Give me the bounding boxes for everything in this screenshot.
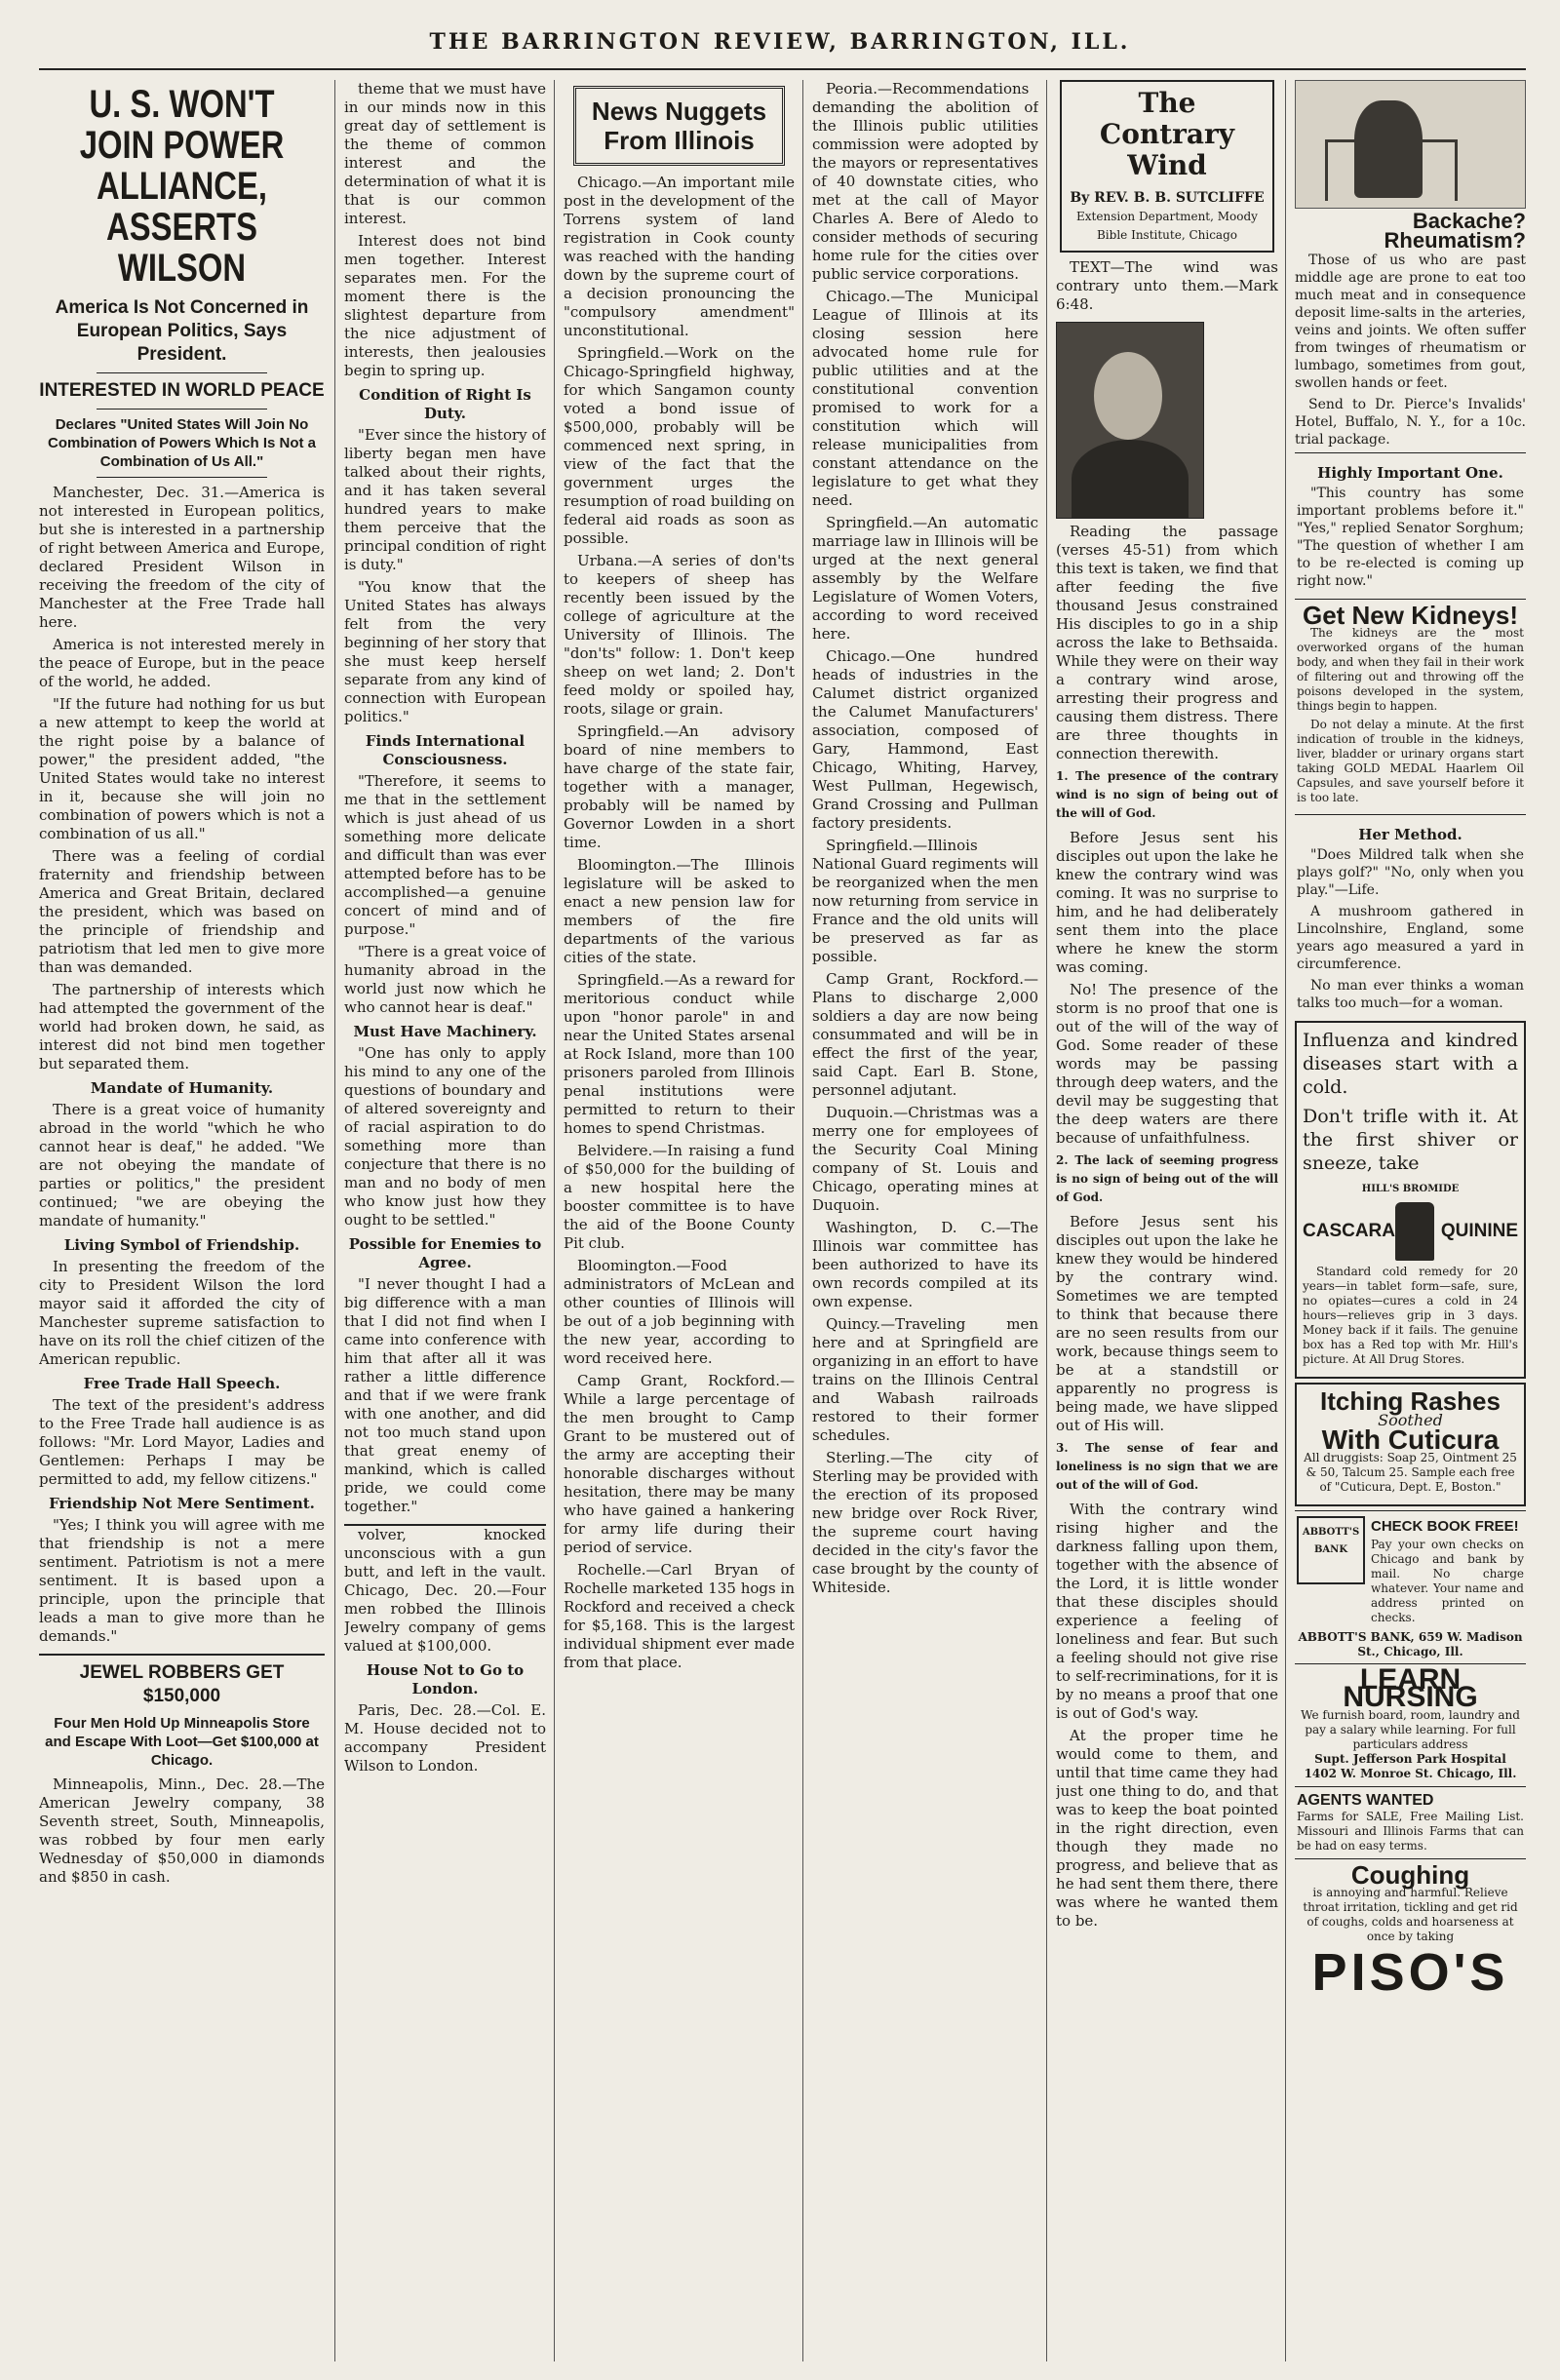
sermon-paragraph: Before Jesus sent his disciples out upon the lake he knew the contrary wind was coming. It was no surprise to him, and he had deliberately sent them into the place where he knew the storm was coming. <box>1056 829 1278 976</box>
news-item: Peoria.—Recommendations demanding the abolition of the Illinois public utilities commission were adopted by the mayors or representatives of 40 downstate cities, who met at the call of Mayor Charles A. Bere of Aledo to consider methods of securing home rule for the cities over public service corporations. <box>812 80 1038 283</box>
ad-headline: CHECK BOOK FREE! <box>1371 1518 1519 1535</box>
news-item: Bloomington.—The Illinois legislature will be asked to enact a new pension law for members of the fire departments of the various cities of the state. <box>564 856 795 966</box>
news-item: Camp Grant, Rockford.—While a large percentage of the men brought to Camp Grant to be mustered out of the army are accepting their honorable discharges without hesitation, there may be many who have gained a hankering for army life during their period of service. <box>564 1372 795 1556</box>
ad-headline: Get New Kidneys! <box>1302 601 1519 630</box>
column-4 <box>812 80 1038 2361</box>
article-paragraph: volver, knocked unconscious with a gun butt, and left in the vault. Chicago, Dec. 20.—Four men robbed the Illinois Jewelry company of gems valued at $100,000. <box>344 1526 546 1655</box>
article-paragraph: Manchester, Dec. 31.—America is not interested in European politics, but she is interested in a partnership of right between America and Europe, declared President Wilson in receiving the freedom of the city of Manchester at the Free Trade hall here. <box>39 484 325 631</box>
cascara-quinine-ad <box>1295 1021 1526 1379</box>
news-item: Springfield.—Illinois National Guard regiments will be reorganized when the men now returning from service in France and the old units will be preserved as far as possible. <box>812 837 1038 965</box>
sermon-paragraph: Reading the passage (verses 45-51) from which this text is taken, we find that after feeding the five thousand Jesus constrained His disciples to go in a ship across the lake to Bethsaida. While they were on their way a contrary wind arose, arresting their progress and causing them distress. There are three thoughts in connection therewith. <box>1056 523 1278 762</box>
author-portrait <box>1056 322 1204 519</box>
news-nuggets-header: News Nuggets From Illinois <box>573 86 785 166</box>
subheading: Possible for Enemies to Agree. <box>348 1235 542 1271</box>
sermon-title: The Contrary Wind <box>1099 87 1235 181</box>
news-item: Sterling.—The city of Sterling may be provided with the erection of its proposed new bridge over Rock River, the supreme court having decided in the city's favor the case brought by the county of Whiteside. <box>812 1449 1038 1596</box>
article-paragraph: "Ever since the history of liberty began men have talked about their rights, and it has taken several hundred years to make them perceive that the principal condition of right is duty." <box>344 426 546 573</box>
ad-headline: AGENTS WANTED <box>1297 1792 1434 1809</box>
news-item: Springfield.—As a reward for meritorious conduct while upon "honor parole" in and near the United States arsenal at Rock Island, more than 100 prisoners paroled from Illinois penal institutions were permitted to return to their homes to spend Christmas. <box>564 971 795 1137</box>
subheading: Friendship Not Mere Sentiment. <box>49 1495 315 1512</box>
subheading: Finds International Consciousness. <box>365 732 526 768</box>
news-item: Camp Grant, Rockford.—Plans to discharge 2,000 soldiers a day are now being consummated and will be in effect the first of the year, said Capt. Earl B. Stone, personnel adjutant. <box>812 970 1038 1099</box>
sermon-byline: By REV. B. B. SUTCLIFFE <box>1070 190 1265 206</box>
column-5 <box>1056 80 1278 2361</box>
portrait-coat <box>1072 440 1189 518</box>
subheading: Free Trade Hall Speech. <box>83 1375 281 1392</box>
article-paragraph: The partnership of interests which had attempted the government of the world had broken down, he said, as interest did not bind men together but separated them. <box>39 981 325 1073</box>
article-paragraph: There was a feeling of cordial fraternity and friendship between America and Great Britain, declared the president, which was based on the principle of friendship and patriotism that led men to give more than was demanded. <box>39 847 325 976</box>
ad-text: Influenza and kindred diseases start with a cold. <box>1303 1030 1518 1098</box>
news-item: Duquoin.—Christmas was a merry one for employees of the Security Coal Mining company of St. Louis and Chicago, operating mines at Duquoin. <box>812 1104 1038 1214</box>
divider <box>97 477 268 478</box>
news-item: Chicago.—One hundred heads of industries in the Calumet district organized the Calumet Manufacturers' association, composed of Gary, Hammond, East Chicago, Whiting, Harvey, West Pullman, Hegewisch, Grand Crossing and Pullman factory presidents. <box>812 647 1038 832</box>
portrait-seal-icon <box>1395 1202 1434 1261</box>
article-paragraph: "There is a great voice of humanity abroad in the world just now which he who cannot hear is deaf." <box>344 943 546 1016</box>
news-item: Chicago.—An important mile post in the development of the Torrens system of land registration in Cook county was reached with the handing down by the supreme court of a decision pronouncing the "compulsory amendment" unconstitutional. <box>564 174 795 339</box>
column-rule <box>1285 80 1286 2361</box>
nursing-ad <box>1295 1663 1526 1786</box>
subheading: Condition of Right Is Duty. <box>359 386 531 422</box>
sermon-text: TEXT—The wind was contrary unto them.—Mark 6:48. <box>1056 258 1278 313</box>
ad-headline: Itching Rashes <box>1320 1386 1501 1416</box>
ad-headline: Rheumatism? <box>1384 228 1526 253</box>
sermon-paragraph: No! The presence of the storm is no proof that one is out of the will of the way of God. Some reader of these words may be passing through deep waters, and the devil may be suggesting that the deep waters are there because of unfaithfulness. <box>1056 981 1278 1147</box>
column-rule <box>802 80 803 2361</box>
cascara-brand-row <box>1303 1202 1518 1261</box>
divider <box>39 1654 325 1656</box>
article-paragraph: "If the future had nothing for us but a new attempt to keep the world at the right poise by a balance of power," the president added, "the United States would take no interest in it, because she will join no combination of powers which is not a combination of us all." <box>39 695 325 842</box>
ad-text: Send to Dr. Pierce's Invalids' Hotel, Buffalo, N. Y., for a 10c. trial package. <box>1295 397 1526 448</box>
article-paragraph: Paris, Dec. 28.—Col. E. M. House decided not to accompany President Wilson to London. <box>344 1701 546 1775</box>
ad-text: A mushroom gathered in Lincolnshire, England, some years ago measured a yard in circumference. <box>1297 904 1524 972</box>
ad-text: Do not delay a minute. At the first indication of trouble in the kidneys, liver, bladder or urinary organs start taking GOLD MEDAL Haarlem Oil Capsules, and save yourself before it is too late. <box>1297 718 1524 804</box>
ad-address: Supt. Jefferson Park Hospital 1402 W. Monroe St. Chicago, Ill. <box>1304 1752 1517 1780</box>
main-headline: U. S. WON'T JOIN POWER ALLIANCE, ASSERTS WILSON <box>79 83 285 290</box>
ad-headline: With Cuticura <box>1321 1424 1500 1455</box>
news-item: Springfield.—An automatic marriage law in Illinois will be urged at the next general assembly by the Welfare Legislature of Women Voters, according to word received here. <box>812 514 1038 643</box>
article-paragraph: The text of the president's address to the Free Trade hall audience is as follows: "Mr. Lord Mayor, Ladies and Gentlemen: Perhaps I may be permitted to add, my fellow citizens." <box>39 1396 325 1488</box>
column-3 <box>564 80 795 2361</box>
sermon-header <box>1060 80 1274 253</box>
sermon-affiliation: Extension Department, Moody Bible Institute, Chicago <box>1076 210 1258 242</box>
headline-deck: America Is Not Concerned in European Politics, Says President. <box>55 297 309 365</box>
ad-text: "Does Mildred talk when she plays golf?" "No, only when you play."—Life. <box>1297 847 1524 898</box>
article-paragraph: "One has only to apply his mind to any one of the questions of boundary and of altered sovereignty and of racial aspiration to do something more than conjecture that there is no man and no body of men who know just how they ought to be settled." <box>344 1044 546 1229</box>
cuticura-ad <box>1295 1383 1526 1506</box>
article-paragraph: "Therefore, it seems to me that in the settlement which is just ahead of us something more delicate and difficult than was ever attempted before has to be accomplished—a genuine concert of mind and of purpose." <box>344 772 546 938</box>
sermon-paragraph: With the contrary wind rising higher and the darkness falling upon them, together with the absence of the Lord, it is little wonder that these disciples should experience a feeling of loneliness and fear. But such a feeling should not give rise to self-recriminations, for it is by no means a proof that one is out of God's way. <box>1056 1501 1278 1722</box>
abbotts-bank-ad <box>1295 1510 1526 1630</box>
brand-name: PISO'S <box>1311 1943 1509 2002</box>
ad-text: We furnish board, room, laundry and pay a salary while learning. For full particulars address <box>1301 1708 1520 1751</box>
headline-deck: Declares "United States Will Join No Combination of Powers Which Is Not a Combination of Us All." <box>47 416 316 470</box>
divider <box>97 409 268 410</box>
ad-headline: LEARN NURSING <box>1343 1663 1478 1713</box>
subheading: Must Have Machinery. <box>353 1023 537 1040</box>
column-1 <box>39 80 325 2361</box>
article-paragraph: There is a great voice of humanity abroad in the world "which he who cannot hear is deaf," he added. "We are not obeying the mandate of parties or politics," the president continued; "we are obeying the mandate of humanity." <box>39 1101 325 1229</box>
sermon-point: 3. The sense of fear and loneliness is no sign that we are out of the will of God. <box>1056 1441 1278 1492</box>
column-rule <box>1046 80 1047 2361</box>
ad-subhead: Soothed <box>1378 1411 1443 1429</box>
agents-ad <box>1295 1786 1526 1858</box>
ad-text: Standard cold remedy for 20 years—in tablet form—safe, sure, no opiates—cures a cold in 24 hours—relieves grip in 3 days. Money back if it fails. The genuine box has a Red top with Mr. Hill's picture. At All Drug Stores. <box>1303 1265 1518 1366</box>
news-item: Rochelle.—Carl Bryan of Rochelle marketed 135 hogs in Rockford and received a check for $5,168. This is the largest individual shipment ever made from that place. <box>564 1561 795 1671</box>
bank-logo: ABBOTT'S BANK <box>1297 1516 1365 1584</box>
brand-name: CASCARA <box>1303 1221 1395 1241</box>
ad-block <box>1295 452 1526 599</box>
masthead: THE BARRINGTON REVIEW, BARRINGTON, ILL. <box>429 29 1131 55</box>
ad-text: The kidneys are the most overworked organs of the human body, and when they fail in their work of filtering out and throwing off the poisons developed in the system, things begin to happen. <box>1297 626 1524 713</box>
pisos-ad <box>1295 1858 1526 2006</box>
article-paragraph: "You know that the United States has always felt from the very beginning of her story that she must keep herself separate from any kind of connection with European politics." <box>344 578 546 725</box>
man-figure-drawing <box>1354 100 1423 198</box>
ad-text: Farms for SALE, Free Mailing List. Missouri and Illinois Farms that can be had on easy terms. <box>1297 1810 1524 1853</box>
ad-address: ABBOTT'S BANK, 659 W. Madison St., Chicago, Ill. <box>1298 1630 1523 1658</box>
masthead-rule <box>39 68 1526 70</box>
news-item: Quincy.—Traveling men here and at Springfield are organizing in an effort to have trains on the Illinois Central and Wabash railroads restored to their former schedules. <box>812 1315 1038 1444</box>
ad-text: No man ever thinks a woman talks too much—for a woman. <box>1297 978 1524 1011</box>
ad-text: Pay your own checks on Chicago and bank by mail. No charge whatever. Your name and address printed on checks. <box>1371 1538 1524 1624</box>
hills-seal: HILL'S BROMIDE <box>1361 1184 1460 1194</box>
ad-headline: Highly Important One. <box>1317 464 1503 482</box>
subheading: Mandate of Humanity. <box>90 1079 274 1097</box>
sermon-point: 1. The presence of the contrary wind is no sign of being out of the will of God. <box>1056 769 1278 820</box>
article-paragraph: In presenting the freedom of the city to President Wilson the lord mayor said it afforded the city of Manchester supreme satisfaction to have on its roll the chief citizen of the American republic. <box>39 1258 325 1368</box>
article-headline: JEWEL ROBBERS GET $150,000 <box>79 1662 285 1706</box>
ad-headline: Her Method. <box>1358 826 1462 843</box>
news-item: Springfield.—Work on the Chicago-Springfield highway, for which Sangamon county voted a bond issue of $500,000, probably will be commenced next spring, in view of the fact that the government urges the resumption of road building on federal aid roads as soon as possible. <box>564 344 795 547</box>
ad-text: Those of us who are past middle age are prone to eat too much meat and in consequence deposit lime-salts in the arteries, veins and joints. We often suffer from twinges of rheumatism or lumbago, sometimes from gout, swollen hands or feet. <box>1295 253 1526 391</box>
sermon-point: 2. The lack of seeming progress is no sign of being out of the will of God. <box>1056 1153 1278 1204</box>
article-paragraph: Interest does not bind men together. Interest separates men. For the moment there is the slightest departure from the nice adjustment of interests, then jealousies begin to spring up. <box>344 232 546 379</box>
ad-headline: Backache? <box>1412 209 1526 233</box>
ad-block <box>1295 814 1526 1021</box>
article-paragraph: Minneapolis, Minn., Dec. 28.—The American Jewelry company, 38 Seventh street, South, Minneapolis, was robbed by four men early Wednesday of $50,000 in diamonds and $850 in cash. <box>39 1775 325 1886</box>
column-2 <box>344 80 546 2361</box>
news-item: Springfield.—An advisory board of nine members to have charge of the state fair, together with a manager, probably will be named by Governor Lowden in a short time. <box>564 722 795 851</box>
news-item: Bloomington.—Food administrators of McLean and other counties of Illinois will be out of a job beginning with the new year, according to word received here. <box>564 1257 795 1367</box>
ad-text: "This country has some important problems before it." "Yes," replied Senator Sorghum; "The question of whether I am to be re-elected is coming up right now." <box>1297 486 1524 589</box>
column-rule <box>334 80 335 2361</box>
brand-name: QUININE <box>1440 1221 1518 1241</box>
news-item: Chicago.—The Municipal League of Illinois at its closing session here advocated home rule for public utilities and at the constitutional convention promised to work for a constitution which will release municipalities from constant attendance on the legislature to get what they need. <box>812 288 1038 509</box>
ad-block <box>1295 599 1526 814</box>
subheading: Living Symbol of Friendship. <box>63 1236 300 1254</box>
sermon-paragraph: At the proper time he would come to them, and until that time came they had just one thing to do, and that was to keep the boat pointed in the right direction, even though they made no progress, and believe that as he had sent them there, there was where he wanted them to be. <box>1056 1727 1278 1930</box>
subheading: House Not to Go to London. <box>366 1661 525 1697</box>
backache-illustration <box>1295 80 1526 209</box>
ad-headline: Coughing <box>1350 1860 1470 1890</box>
article-paragraph: theme that we must have in our minds now in this great day of settlement is the theme of common interest and the determination of what it is that is our common interest. <box>344 80 546 227</box>
news-item: Washington, D. C.—The Illinois war committee has been authorized to have its own records compiled at its own expense. <box>812 1219 1038 1310</box>
ad-text: is annoying and harmful. Relieve throat irritation, tickling and get rid of coughs, colds and hoarseness at once by taking <box>1303 1886 1518 1943</box>
sermon-paragraph: Before Jesus sent his disciples out upon the lake he knew they would be hindered by the contrary wind. Sometimes we are tempted to think that because there are no seen results from our work, because things seem to be at a standstill or apparently no progress is being made, we have slipped out of His will. <box>1056 1213 1278 1434</box>
ad-text: Don't trifle with it. At the first shiver or sneeze, take <box>1303 1106 1518 1174</box>
column-6-ads <box>1295 80 1526 2361</box>
ad-text: All druggists: Soap 25, Ointment 25 & 50, Talcum 25. Sample each free of "Cuticura, Dept. E, Boston." <box>1304 1451 1517 1494</box>
article-paragraph: America is not interested merely in the peace of Europe, but in the peace of the world, he added. <box>39 636 325 690</box>
headline-deck: Four Men Hold Up Minneapolis Store and Escape With Loot—Get $100,000 at Chicago. <box>45 1715 319 1769</box>
article-paragraph: "I never thought I had a big difference with a man that I did not find when I came into conference with him that after all it was rather a little difference and that if we were frank with one another, and did not too much stand upon that great enemy of mankind, which is called pride, we could come together." <box>344 1275 546 1515</box>
column-rule <box>554 80 555 2361</box>
news-item: Urbana.—A series of don'ts to keepers of sheep has recently been issued by the college of agriculture at the University of Illinois. The "don'ts" follow: 1. Don't keep sheep on wet land; 2. Don't feed moldy or spoiled hay, roots, silage or grain. <box>564 552 795 718</box>
portrait-face <box>1094 352 1162 440</box>
news-item: Belvidere.—In raising a fund of $50,000 for the building of a new hospital here the booster committee is to have the aid of the Boone County Pit club. <box>564 1142 795 1252</box>
headline-deck: INTERESTED IN WORLD PEACE <box>39 380 325 401</box>
divider <box>97 372 268 373</box>
article-paragraph: "Yes; I think you will agree with me that friendship is not a mere sentiment. Patriotism is not a mere sentiment. It is based upon a principle, upon the principle that leads a man to give more than he demands." <box>39 1516 325 1645</box>
